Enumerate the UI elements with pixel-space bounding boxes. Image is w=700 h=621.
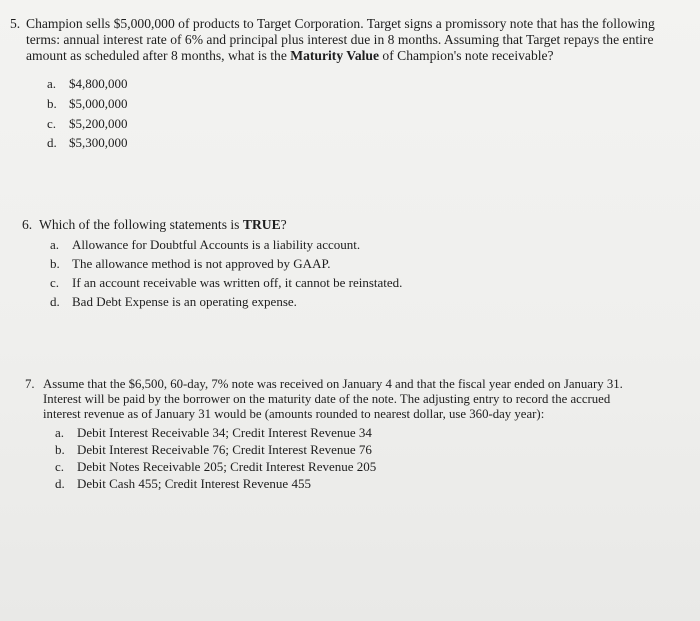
option-text: The allowance method is not approved by GAAP. bbox=[72, 256, 331, 271]
answer-option-a[interactable] bbox=[47, 76, 128, 92]
question-number: 6. bbox=[22, 217, 33, 232]
question-text-lead: Which of the following statements is bbox=[39, 217, 243, 232]
option-letter: c. bbox=[55, 459, 65, 474]
question-text-line: interest revenue as of January 31 would be (amounts rounded to nearest dollar, use 360-day year): bbox=[43, 407, 545, 421]
option-text: $5,200,000 bbox=[69, 116, 128, 131]
option-letter: d. bbox=[50, 294, 60, 309]
question-text-tail: ? bbox=[280, 217, 287, 232]
question-text-bold: TRUE bbox=[242, 217, 281, 232]
option-text: $5,000,000 bbox=[69, 96, 128, 111]
question-text-line bbox=[39, 217, 287, 233]
question-text-bold: Maturity Value bbox=[290, 48, 380, 63]
option-letter: b. bbox=[55, 442, 65, 457]
option-text: Debit Interest Receivable 34; Credit Interest Revenue 34 bbox=[77, 425, 372, 440]
option-letter: c. bbox=[47, 116, 57, 131]
option-text: $5,300,000 bbox=[69, 135, 128, 150]
answer-option-c[interactable] bbox=[47, 116, 128, 132]
question-text-lead: amount as scheduled after 8 months, what is the bbox=[26, 48, 291, 63]
option-letter: a. bbox=[50, 237, 60, 252]
option-text: $4,800,000 bbox=[69, 76, 128, 91]
question-text-line: Interest will be paid by the borrower on the maturity date of the note. The adjusting entry to record the accrued bbox=[43, 392, 611, 406]
answer-option-b[interactable] bbox=[55, 442, 372, 458]
answer-option-b[interactable] bbox=[47, 96, 128, 112]
answer-option-d[interactable] bbox=[47, 135, 128, 151]
answer-option-d[interactable] bbox=[50, 294, 297, 310]
option-text: Debit Notes Receivable 205; Credit Interest Revenue 205 bbox=[77, 459, 377, 474]
answer-option-a[interactable] bbox=[50, 237, 360, 253]
question-number: 5. bbox=[10, 16, 21, 31]
option-text: Debit Interest Receivable 76; Credit Interest Revenue 76 bbox=[77, 442, 372, 457]
option-letter: c. bbox=[50, 275, 60, 290]
answer-option-c[interactable] bbox=[50, 275, 402, 291]
answer-option-a[interactable] bbox=[55, 425, 372, 441]
option-letter: b. bbox=[50, 256, 60, 271]
option-letter: b. bbox=[47, 96, 57, 111]
option-text: If an account receivable was written off, it cannot be reinstated. bbox=[72, 275, 403, 290]
answer-option-d[interactable] bbox=[55, 476, 311, 492]
option-letter: a. bbox=[55, 425, 65, 440]
option-letter: d. bbox=[47, 135, 57, 150]
question-text-line: terms: annual interest rate of 6% and principal plus interest due in 8 months. Assuming that Target repays the entire bbox=[26, 32, 654, 47]
question-text-tail: of Champion's note receivable? bbox=[379, 48, 554, 63]
question-text-line: Champion sells $5,000,000 of products to Target Corporation. Target signs a promissory note that has the following bbox=[26, 16, 655, 31]
option-text: Debit Cash 455; Credit Interest Revenue 455 bbox=[77, 476, 311, 491]
question-text-line: Assume that the $6,500, 60-day, 7% note was received on January 4 and that the fiscal year ended on January 31. bbox=[43, 377, 623, 391]
question-number: 7. bbox=[25, 377, 35, 391]
option-letter: a. bbox=[47, 76, 57, 91]
answer-option-c[interactable] bbox=[55, 459, 376, 475]
option-text: Bad Debt Expense is an operating expense. bbox=[72, 294, 297, 309]
option-letter: d. bbox=[55, 476, 65, 491]
question-text-line bbox=[26, 48, 554, 64]
option-text: Allowance for Doubtful Accounts is a liability account. bbox=[72, 237, 361, 252]
answer-option-b[interactable] bbox=[50, 256, 331, 272]
